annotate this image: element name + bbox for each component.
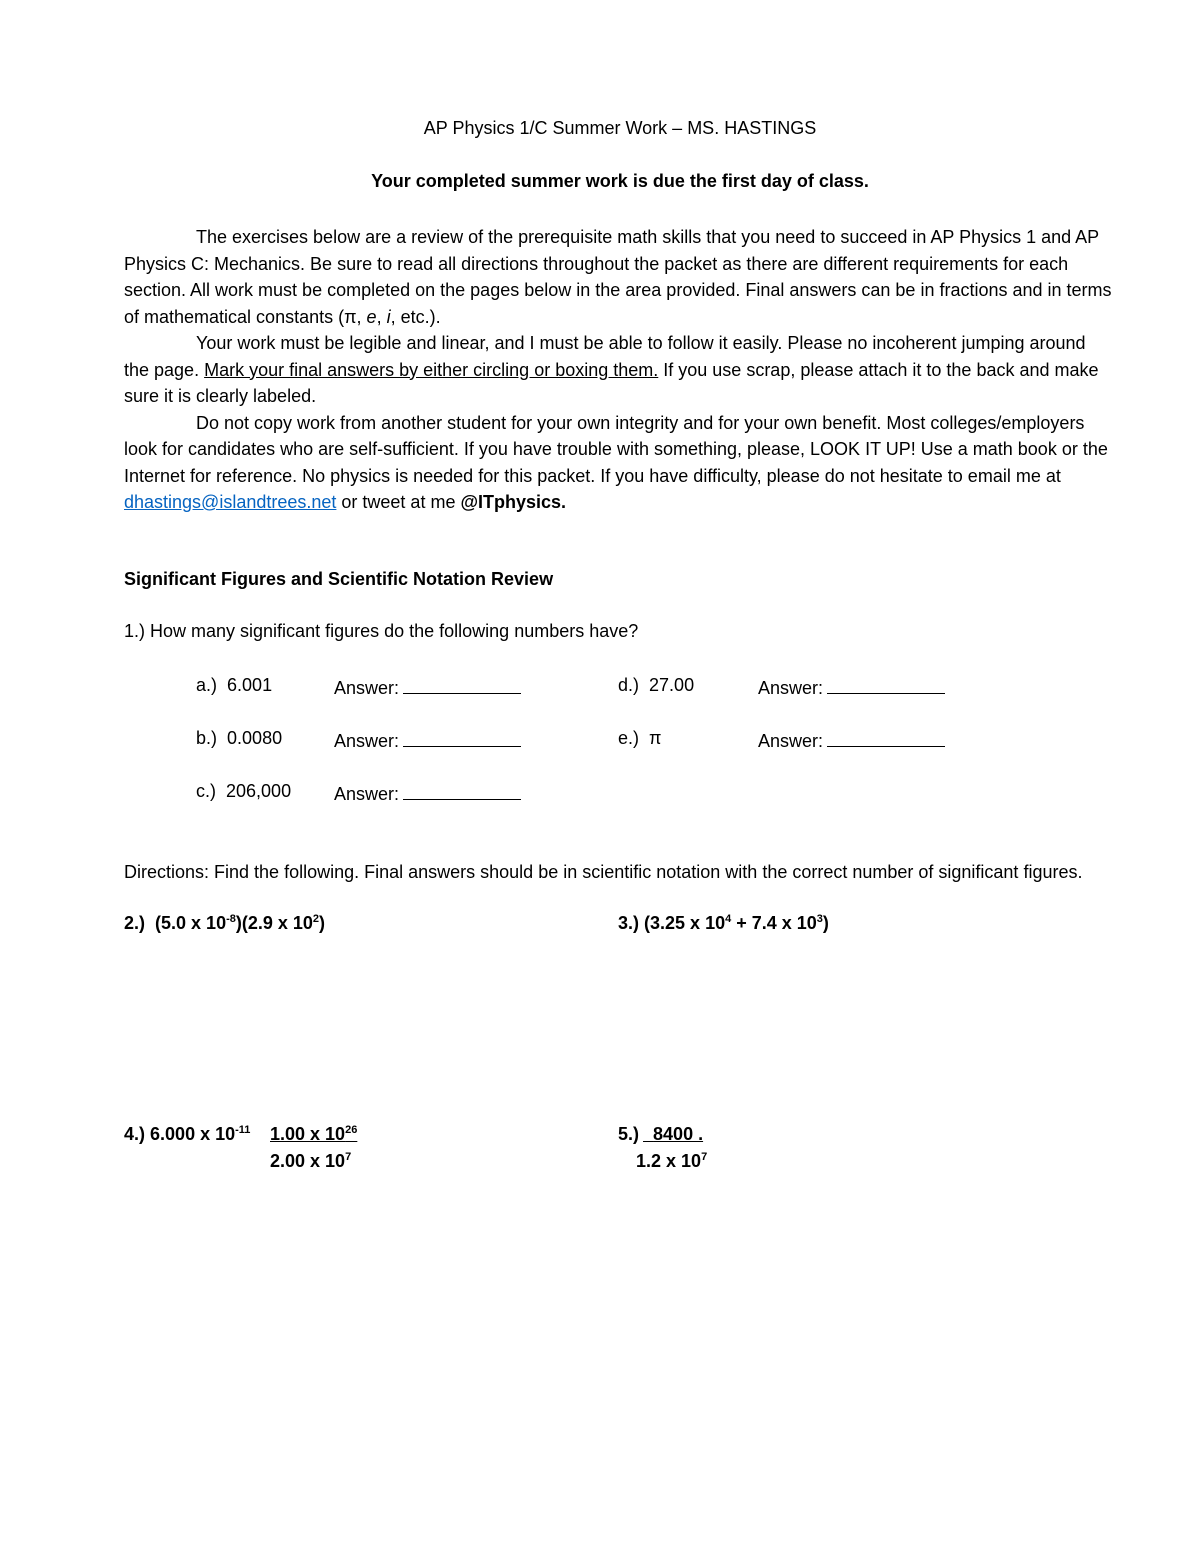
answer-b: Answer: [334, 728, 521, 752]
document-title: AP Physics 1/C Summer Work – MS. HASTINGS [423, 118, 817, 138]
answer-blank-d[interactable] [827, 675, 945, 694]
item-c: c.) 206,000 [196, 781, 292, 801]
item-b: b.) 0.0080 [196, 728, 283, 748]
intro-paragraph-2: Your work must be legible and linear, and I must be able to follow it easily. Please no incoherent jumping around the page. Mark your final answers by either circling or boxing them. If you use scrap, please attach it to the back and make sure it is clearly labeled. [124, 333, 1099, 406]
answer-e: Answer: [758, 728, 945, 752]
intro-paragraph-3: Do not copy work from another student for your own integrity and for your own benefit. Most colleges/employers look for candidates who are self-sufficient. If you have trouble with something, please, LOOK IT UP! Use a math book or the Internet for reference. No physics is needed for this packet. If you have difficulty, please do not hesitate to email me at dhastings@islandtrees.net or tweet at me @ITphysics. [124, 412, 1108, 512]
answer-blank-a[interactable] [403, 675, 521, 694]
answer-a: Answer: [334, 675, 521, 699]
problem-4-denominator: 2.00 x $10^7$ [270, 1151, 352, 1171]
intro-paragraph-1: The exercises below are a review of the prerequisite math skills that you need to succeed in AP Physics 1 and AP Physics C: Mechanics. Be sure to read all directions throughout the packet as there are different requirements for each section. All work must be completed on the pages below in the area provided. Final answers can be in fractions and in terms of mathematical constants (π, e, i, etc.). [124, 227, 1112, 327]
answer-c: Answer: [334, 781, 521, 805]
item-a: a.) 6.001 [196, 675, 273, 695]
problem-5: 5.) 8400 . [618, 1124, 704, 1144]
problem-4-numerator: 1.00 x $10^{26}$ [270, 1124, 358, 1144]
question-1: 1.) How many significant figures do the following numbers have? [124, 621, 639, 641]
answer-blank-b[interactable] [403, 728, 521, 747]
item-e: e.) π [618, 728, 662, 748]
answer-blank-e[interactable] [827, 728, 945, 747]
item-d: d.) 27.00 [618, 675, 695, 695]
due-notice: Your completed summer work is due the first day of class. [371, 171, 869, 191]
twitter-handle: @ITphysics. [460, 492, 567, 512]
email-link[interactable]: dhastings@islandtrees.net [124, 492, 337, 512]
problem-5-denominator: 1.2 x $10^7$ [636, 1151, 708, 1171]
final-answer-instruction: Mark your final answers by either circling or boxing them. [204, 359, 659, 380]
section-heading: Significant Figures and Scientific Notation Review [124, 569, 554, 589]
answer-blank-c[interactable] [403, 781, 521, 800]
problem-4: 4.) 6.000 x $10^{-11}$ [124, 1124, 251, 1144]
problem-2: 2.) (5.0 x $10^{-8})(2.9$ x $10^2$) [124, 913, 326, 933]
directions-text: Directions: Find the following. Final answers should be in scientific notation with the correct number of significant figures. [124, 862, 1083, 882]
problem-3: 3.) (3.25 x $10^4 + 7.4$ x $10^3$) [618, 913, 829, 933]
intro-text [124, 224, 1114, 516]
answer-d: Answer: [758, 675, 945, 699]
